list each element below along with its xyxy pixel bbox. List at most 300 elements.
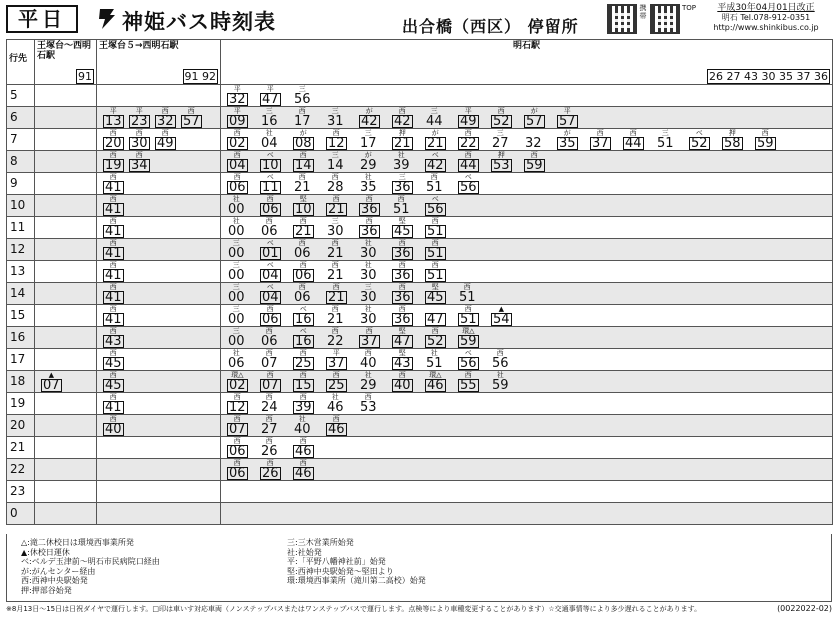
departure-time[interactable] [103, 151, 124, 172]
hour-cell: 5 [7, 85, 35, 107]
departure-mark: 西 [109, 217, 117, 225]
departure-time[interactable] [425, 371, 446, 392]
departure-time[interactable] [425, 107, 444, 128]
departure-minute: 39 [295, 400, 312, 415]
departure-time[interactable] [227, 239, 246, 260]
departure-time[interactable] [227, 173, 248, 194]
departure-minute: 45 [394, 224, 411, 239]
departure-minute: 35 [559, 136, 576, 151]
departure-minute: 00 [228, 202, 245, 217]
departure-mark: 平 [233, 107, 241, 115]
departure-time[interactable] [458, 283, 477, 304]
departure-time[interactable] [103, 173, 124, 194]
dest-2-cell [97, 217, 221, 239]
website-link[interactable]: http://www.shinkibus.co.jp [713, 23, 819, 32]
departure-minute: 56 [460, 180, 477, 195]
dest-2-cell [97, 283, 221, 305]
departure-time[interactable] [326, 107, 345, 128]
departure-time[interactable] [103, 349, 124, 370]
departure-time[interactable] [103, 129, 124, 150]
departure-time[interactable] [656, 129, 675, 150]
departure-time[interactable] [392, 195, 411, 216]
footer [6, 604, 832, 614]
dest-1-cell [35, 459, 97, 481]
departure-minute: 07 [43, 378, 60, 393]
departure-time[interactable] [260, 129, 279, 150]
departure-mark: 三 [364, 129, 372, 137]
departure-time[interactable] [326, 283, 347, 304]
hour-cell: 16 [7, 327, 35, 349]
departure-time[interactable] [392, 129, 413, 150]
departure-time[interactable] [359, 305, 378, 326]
departure-minute: 41 [105, 224, 122, 239]
departure-time[interactable] [755, 129, 776, 150]
departure-minute: 36 [394, 246, 411, 261]
departure-time[interactable] [524, 107, 545, 128]
departure-minute: 30 [360, 268, 377, 283]
dest-3-cell [221, 283, 833, 305]
departure-time[interactable] [103, 107, 124, 128]
departure-mark: 西 [109, 305, 117, 313]
departure-time[interactable] [359, 195, 380, 216]
departure-time[interactable] [293, 85, 312, 106]
departure-time[interactable] [458, 371, 479, 392]
departure-minute: 57 [559, 114, 576, 129]
departure-time[interactable] [260, 151, 281, 172]
departure-time[interactable] [260, 437, 279, 458]
departure-time[interactable] [425, 305, 446, 326]
departure-time[interactable] [392, 283, 413, 304]
departure-time[interactable] [392, 327, 413, 348]
departure-minute: 02 [229, 136, 246, 151]
departure-minute: 04 [262, 290, 279, 305]
departure-time[interactable] [293, 261, 314, 282]
departure-time[interactable] [557, 129, 578, 150]
departure-time[interactable] [326, 151, 345, 172]
departure-minute: 41 [105, 180, 122, 195]
departure-mark: 西 [109, 283, 117, 291]
note-line: 平:「平野八幡神社前」始発 [287, 557, 386, 567]
departure-time[interactable] [359, 173, 378, 194]
departure-time[interactable] [260, 195, 281, 216]
departure-minute: 25 [295, 356, 312, 371]
departure-time[interactable] [458, 107, 479, 128]
departure-mark: 社 [430, 349, 438, 357]
dest-3-cell [221, 327, 833, 349]
departure-time[interactable] [359, 349, 378, 370]
departure-time[interactable] [103, 261, 124, 282]
hour-cell: 21 [7, 437, 35, 459]
departure-time[interactable] [524, 151, 545, 172]
departure-mark: 西 [464, 371, 472, 379]
departure-time[interactable] [458, 173, 479, 194]
note-line: ベ:ベルデ玉津前～明石市民病院口経由 [21, 557, 160, 567]
departure-time[interactable] [326, 349, 347, 370]
dest-2-cell [97, 437, 221, 459]
departure-time[interactable] [260, 349, 279, 370]
departure-mark: 環△ [231, 371, 244, 379]
departure-mark: 西 [332, 371, 340, 379]
departure-time[interactable] [293, 151, 314, 172]
departure-mark: 環△ [462, 327, 475, 335]
departure-minute: 06 [261, 224, 278, 239]
departure-time[interactable] [392, 151, 411, 172]
departure-minute: 04 [229, 158, 246, 173]
departure-time[interactable] [293, 371, 314, 392]
departure-time[interactable] [491, 107, 512, 128]
departure-time[interactable] [260, 305, 281, 326]
dest-3-cell [221, 459, 833, 481]
departure-mark: 西 [135, 129, 143, 137]
departure-time[interactable] [491, 305, 512, 326]
qr-code-top[interactable] [650, 4, 680, 34]
departure-time[interactable] [392, 261, 413, 282]
departure-time[interactable] [425, 283, 446, 304]
departure-minute: 57 [183, 114, 200, 129]
dest-3-cell [221, 261, 833, 283]
departure-time[interactable] [425, 129, 446, 150]
departure-time[interactable] [425, 261, 446, 282]
departure-minute: 24 [261, 400, 278, 415]
departure-time[interactable] [392, 239, 413, 260]
departure-minute: 40 [294, 422, 311, 437]
departure-time[interactable] [425, 327, 446, 348]
departure-time[interactable] [260, 239, 281, 260]
departure-time[interactable] [359, 217, 380, 238]
departure-time[interactable] [359, 151, 378, 172]
departure-time[interactable] [392, 107, 413, 128]
departure-mark: ベ [431, 151, 439, 159]
departure-time[interactable] [260, 371, 281, 392]
departure-time[interactable] [359, 283, 378, 304]
departure-time[interactable] [524, 129, 543, 150]
departure-time[interactable] [181, 107, 202, 128]
departure-time[interactable] [260, 173, 281, 194]
departure-time[interactable] [129, 151, 150, 172]
departure-time[interactable] [293, 393, 314, 414]
departure-time[interactable] [293, 129, 314, 150]
departure-time[interactable] [491, 151, 512, 172]
departure-time[interactable] [103, 415, 124, 436]
departure-time[interactable] [155, 107, 176, 128]
departure-time[interactable] [227, 261, 246, 282]
departure-time[interactable] [227, 349, 246, 370]
dest-1-cell [35, 261, 97, 283]
departure-minute: 46 [295, 466, 312, 481]
page-title: 神姫バス時刻表 [122, 10, 276, 34]
departure-time[interactable] [623, 129, 644, 150]
departure-time[interactable] [425, 173, 444, 194]
note-line: 押:押部谷始発 [21, 585, 72, 595]
departure-time[interactable] [41, 371, 62, 392]
departure-time[interactable] [293, 195, 314, 216]
departure-time[interactable] [227, 283, 246, 304]
departure-minute: 44 [460, 158, 477, 173]
departure-time[interactable] [326, 261, 345, 282]
departure-mark: ベ [266, 173, 274, 181]
departure-time[interactable] [227, 415, 248, 436]
departure-minute: 47 [394, 334, 411, 349]
departure-time[interactable] [491, 371, 510, 392]
departure-time[interactable] [293, 437, 314, 458]
departure-mark: 西 [398, 371, 406, 379]
departure-minute: 26 [262, 466, 279, 481]
hour-cell: 17 [7, 349, 35, 371]
departure-mark: 西 [266, 195, 274, 203]
departure-time[interactable] [392, 371, 413, 392]
departure-time[interactable] [227, 151, 248, 172]
departure-time[interactable] [392, 173, 413, 194]
departure-minute: 59 [526, 158, 543, 173]
departure-time[interactable] [326, 393, 345, 414]
departure-time[interactable] [103, 371, 124, 392]
departure-time[interactable] [227, 371, 248, 392]
departure-time[interactable] [103, 195, 124, 216]
departure-time[interactable] [359, 129, 378, 150]
departure-minute: 45 [105, 356, 122, 371]
hour-cell: 8 [7, 151, 35, 173]
departure-minute: 26 [261, 444, 278, 459]
departure-minute: 51 [657, 136, 674, 151]
departure-minute: 44 [426, 114, 443, 129]
departure-mark: 西 [135, 151, 143, 159]
departure-time[interactable] [227, 393, 248, 414]
departure-minute: 27 [261, 422, 278, 437]
notes-left [21, 538, 160, 596]
departure-minute: 13 [105, 114, 122, 129]
departure-minute: 34 [131, 158, 148, 173]
departure-time[interactable] [458, 129, 479, 150]
departure-mark: 西 [299, 349, 307, 357]
departure-time[interactable] [227, 107, 248, 128]
departure-mark: 西 [365, 217, 373, 225]
footer-note: ※8月13日～15日は日祝ダイヤで運行します。□印は車いす対応車両（ノンステップバスまたはワンステップバスで運行します。点検等により車種変更することがあります）☆交通事情等により多少遅れることがあります。 [6, 605, 702, 613]
departure-time[interactable] [103, 283, 124, 304]
hour-row [7, 283, 833, 305]
dest-2-cell [97, 459, 221, 481]
departure-time[interactable] [425, 151, 446, 172]
departure-mark: 堅 [398, 217, 406, 225]
departure-minute: 10 [295, 202, 312, 217]
departure-time[interactable] [359, 107, 380, 128]
hour-row [7, 217, 833, 239]
departure-minute: 56 [427, 202, 444, 217]
departure-minute: 43 [394, 356, 411, 371]
departure-minute: 06 [228, 356, 245, 371]
departure-time[interactable] [129, 129, 150, 150]
departure-time[interactable] [227, 327, 246, 348]
hour-row [7, 195, 833, 217]
departure-mark: 三 [265, 107, 273, 115]
departure-mark: 西 [365, 195, 373, 203]
departure-mark: 西 [398, 305, 406, 313]
departure-time[interactable] [326, 305, 345, 326]
departure-time[interactable] [326, 195, 347, 216]
departure-time[interactable] [260, 415, 279, 436]
departure-time[interactable] [103, 239, 124, 260]
departure-time[interactable] [293, 239, 312, 260]
departure-time[interactable] [103, 217, 124, 238]
departure-time[interactable] [326, 129, 347, 150]
departure-time[interactable] [293, 283, 312, 304]
departure-minute: 21 [327, 246, 344, 261]
departure-time[interactable] [227, 459, 248, 480]
departure-mark: 西 [298, 107, 306, 115]
departure-minute: 28 [327, 180, 344, 195]
departure-time[interactable] [260, 459, 281, 480]
departure-minute: 49 [460, 114, 477, 129]
dest-3-cell [221, 371, 833, 393]
departure-mark: 西 [332, 283, 340, 291]
departure-time[interactable] [260, 393, 279, 414]
departure-minute: 51 [459, 290, 476, 305]
departure-time[interactable] [260, 327, 279, 348]
departure-minute: 51 [426, 356, 443, 371]
departure-minute: 02 [229, 378, 246, 393]
dest-1-cell [35, 107, 97, 129]
departure-time[interactable] [491, 349, 510, 370]
departure-mark: 平 [135, 107, 143, 115]
departure-time[interactable] [227, 305, 246, 326]
departure-minute: 35 [360, 180, 377, 195]
departure-mark: 西 [266, 305, 274, 313]
hour-cell: 10 [7, 195, 35, 217]
hour-cell: 23 [7, 481, 35, 503]
departure-time[interactable] [293, 327, 314, 348]
departure-time[interactable] [458, 151, 479, 172]
departure-time[interactable] [227, 195, 246, 216]
departure-time[interactable] [557, 107, 578, 128]
departure-time[interactable] [155, 129, 176, 150]
departure-minute: 52 [691, 136, 708, 151]
departure-mark: 西 [398, 107, 406, 115]
departure-time[interactable] [392, 217, 413, 238]
departure-time[interactable] [590, 129, 611, 150]
departure-mark: 西 [109, 327, 117, 335]
departure-time[interactable] [129, 107, 150, 128]
departure-time[interactable] [359, 261, 378, 282]
departure-time[interactable] [293, 173, 312, 194]
departure-minute: 46 [328, 422, 345, 437]
departure-time[interactable] [326, 217, 345, 238]
departure-minute: 17 [294, 114, 311, 129]
departure-time[interactable] [293, 305, 314, 326]
departure-time[interactable] [293, 217, 314, 238]
departure-mark: が [364, 151, 372, 159]
departure-time[interactable] [326, 239, 345, 260]
departure-time[interactable] [425, 239, 446, 260]
dest-3-cell [221, 481, 833, 503]
departure-minute: 21 [294, 180, 311, 195]
departure-time[interactable] [392, 305, 413, 326]
note-line: 西:西神中央駅始発 [21, 576, 88, 586]
departure-mark: 西 [761, 129, 769, 137]
departure-time[interactable] [491, 129, 510, 150]
departure-time[interactable] [326, 371, 347, 392]
departure-time[interactable] [260, 107, 279, 128]
departure-minute: 21 [328, 202, 345, 217]
departure-minute: 54 [493, 312, 510, 327]
departure-minute: 55 [460, 378, 477, 393]
departure-minute: 57 [526, 114, 543, 129]
departure-time[interactable] [722, 129, 743, 150]
departure-time[interactable] [425, 349, 444, 370]
departure-minute: 52 [427, 334, 444, 349]
departure-time[interactable] [293, 415, 312, 436]
departure-time[interactable] [227, 217, 246, 238]
departure-time[interactable] [425, 217, 446, 238]
qr-code-mobile[interactable] [607, 4, 637, 34]
note-line: が:がんセンター経由 [21, 566, 96, 576]
departure-mark: が [365, 107, 373, 115]
departure-mark: 押 [728, 129, 736, 137]
departure-time[interactable] [458, 305, 479, 326]
hour-cell: 7 [7, 129, 35, 151]
departure-time[interactable] [103, 305, 124, 326]
departure-time[interactable] [227, 437, 248, 458]
departure-mark: 西 [266, 459, 274, 467]
dest-2-cell [97, 151, 221, 173]
departure-mark: 西 [299, 437, 307, 445]
dest-1-cell [35, 327, 97, 349]
departure-time[interactable] [689, 129, 710, 150]
departure-time[interactable] [392, 349, 413, 370]
departure-time[interactable] [326, 327, 345, 348]
departure-mark: 西 [464, 129, 472, 137]
departure-time[interactable] [425, 195, 446, 216]
departure-time[interactable] [103, 327, 124, 348]
office-tel: 明石 Tel.078-912-0351 [721, 13, 811, 22]
departure-minute: 06 [261, 334, 278, 349]
departure-mark: 西 [332, 129, 340, 137]
departure-minute: 47 [262, 92, 279, 107]
departure-mark: 西 [265, 349, 273, 357]
departure-time[interactable] [326, 173, 345, 194]
departure-mark: 西 [233, 393, 241, 401]
departure-minute: 17 [360, 136, 377, 151]
departure-mark: 西 [431, 327, 439, 335]
departure-time[interactable] [359, 371, 378, 392]
departure-time[interactable] [227, 129, 248, 150]
departure-minute: 51 [393, 202, 410, 217]
dest-1-cell [35, 85, 97, 107]
departure-time[interactable] [458, 327, 479, 348]
departure-time[interactable] [260, 261, 281, 282]
departure-time[interactable] [293, 459, 314, 480]
departure-time[interactable] [293, 349, 314, 370]
departure-time[interactable] [103, 393, 124, 414]
departure-time[interactable] [458, 349, 479, 370]
departure-mark: 三 [331, 107, 339, 115]
departure-time[interactable] [359, 239, 378, 260]
departure-time[interactable] [293, 107, 312, 128]
departure-time[interactable] [260, 283, 281, 304]
departure-time[interactable] [260, 85, 281, 106]
departure-minute: 37 [328, 356, 345, 371]
departure-time[interactable] [359, 393, 378, 414]
departure-minute: 29 [360, 158, 377, 173]
departure-time[interactable] [359, 327, 380, 348]
hour-row [7, 107, 833, 129]
departure-time[interactable] [227, 85, 248, 106]
departure-minute: 51 [460, 312, 477, 327]
departure-minute: 07 [262, 378, 279, 393]
hour-row [7, 239, 833, 261]
departure-time[interactable] [326, 415, 347, 436]
dest-3-cell [221, 195, 833, 217]
departure-time[interactable] [260, 217, 279, 238]
hour-cell: 14 [7, 283, 35, 305]
